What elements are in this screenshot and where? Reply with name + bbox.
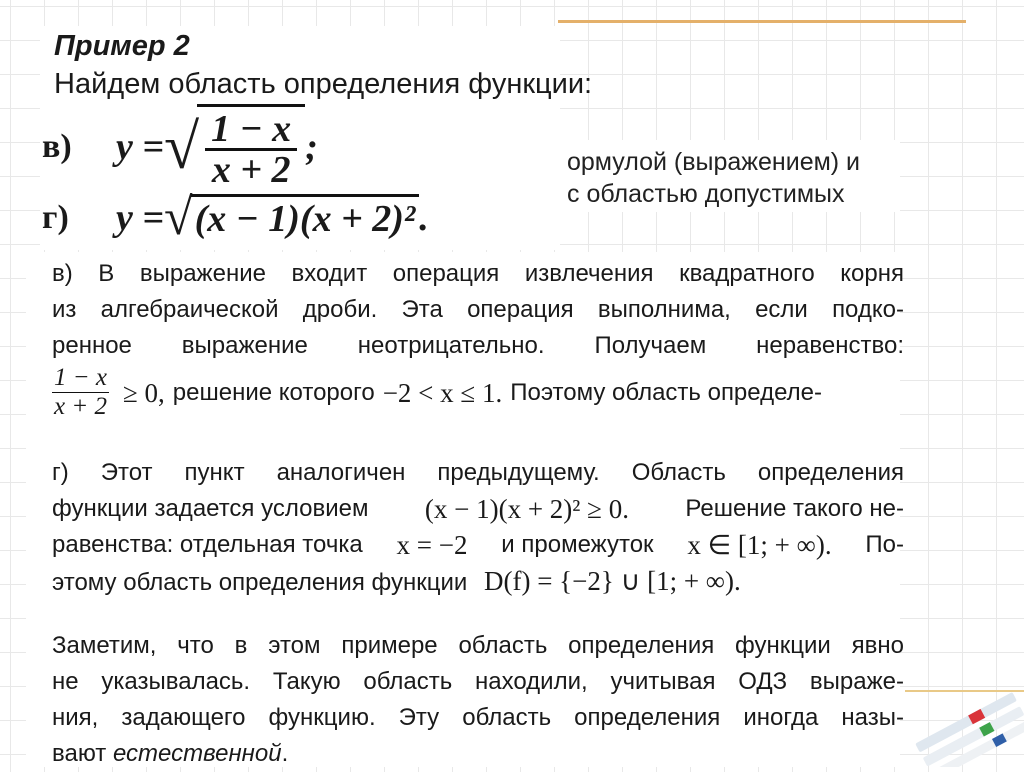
fraction-denominator: x + 2 <box>211 149 291 191</box>
fraction-numerator: 1 − x <box>54 364 107 391</box>
formula-g <box>42 188 429 247</box>
text-line: из алгебраической дроби. Эта операция выполнима, если подко- <box>52 296 904 323</box>
text-run: равенства: отдельная точка <box>52 531 363 558</box>
formula-label: в) <box>42 127 72 165</box>
math-inline: D(f) = {−2} ∪ [1; + ∞). <box>483 566 741 596</box>
formula-end: . <box>419 196 429 239</box>
inline-fraction <box>52 364 109 421</box>
sqrt-radicand: (x − 1)(x + 2)² <box>191 194 420 241</box>
text-run: вают <box>52 740 107 767</box>
math-inline: x = −2 <box>396 530 468 560</box>
background-text-line: ормулой (выражением) и <box>567 148 861 176</box>
fraction-numerator: 1 − x <box>205 110 297 151</box>
formula-lhs: y = <box>116 196 165 239</box>
fraction-denominator: x + 2 <box>54 393 107 420</box>
solution-paragraph-g <box>52 455 904 601</box>
note-paragraph <box>52 628 904 772</box>
text-line <box>52 563 904 601</box>
sqrt-radicand <box>197 104 305 189</box>
math-inline: −2 < x ≤ 1. <box>382 377 503 408</box>
formula-lhs: y = <box>116 125 165 168</box>
background-scan <box>555 140 900 212</box>
emphasis-text: естественной <box>112 740 282 767</box>
text-run: . <box>281 740 289 767</box>
text-line: ния, задающего функцию. Эту область определения иногда назы- <box>52 704 904 731</box>
background-text-line: с областью допустимых <box>567 180 845 208</box>
text-run: функции задается условием <box>52 495 369 522</box>
sqrt-icon: √ <box>164 189 193 246</box>
text-run: По- <box>865 531 904 558</box>
math-inline: x ∈ [1; + ∞). <box>687 530 832 560</box>
formula-label: г) <box>42 198 69 236</box>
text-line: Заметим, что в этом примере область определения функции явно <box>52 632 904 659</box>
formula-v <box>42 104 318 189</box>
pencils-icon <box>904 689 1024 767</box>
text-line: г) Этот пункт аналогичен предыдущему. Область определения <box>52 459 904 486</box>
text-line: в) В выражение входит операция извлечения квадратного корня <box>52 260 904 287</box>
text-run: решение которого <box>172 378 375 406</box>
task-statement: Найдем область определения функции: <box>54 68 593 100</box>
math-inline: (x − 1)(x + 2)² ≥ 0. <box>424 494 629 524</box>
sqrt-icon: √ <box>164 110 200 182</box>
slide-accent-line <box>558 20 966 23</box>
text-run: Решение такого не- <box>685 495 904 522</box>
text-run: Поэтому область определе- <box>510 378 822 406</box>
text-line <box>52 527 904 563</box>
formula-end: ; <box>305 125 318 168</box>
example-title: Пример 2 <box>54 30 190 62</box>
solution-paragraph-v <box>52 256 904 421</box>
text-run: и промежуток <box>501 531 654 558</box>
text-line: ренное выражение неотрицательно. Получаем неравенство: <box>52 332 904 359</box>
text-run: этому область определения функции <box>52 569 468 596</box>
text-line <box>52 364 904 421</box>
text-line: не указывалась. Такую область находили, учитывая ОДЗ выраже- <box>52 668 904 695</box>
math-inline: ≥ 0, <box>122 377 165 408</box>
text-line <box>52 491 904 527</box>
